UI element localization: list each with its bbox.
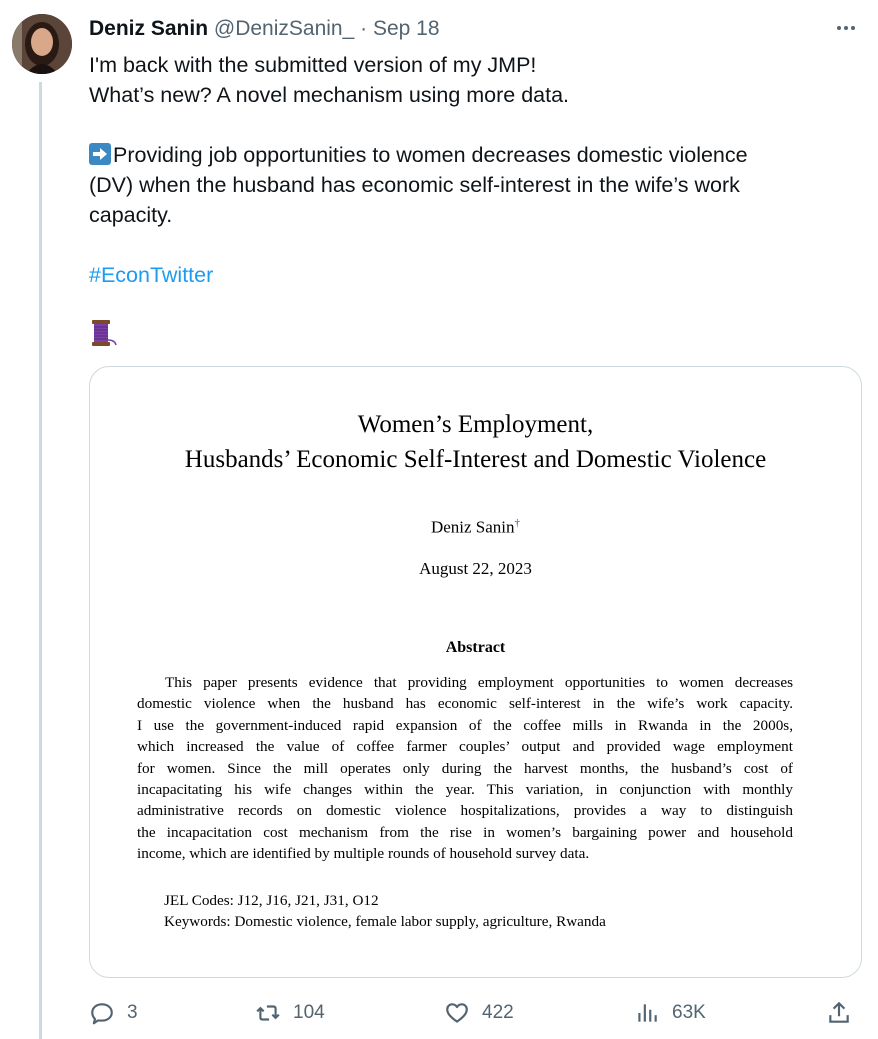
reply-button[interactable] [89,996,138,1030]
abstract-line: for women. Since the mill operates only during the harvest months, the husband’s cost of [137,759,793,777]
retweet-count: 104 [293,1002,325,1023]
abstract-line: domestic violence when the husband has economic self-interest in the wife’s work capacity. [137,695,793,713]
retweet-icon [255,1000,281,1026]
reply-icon [89,1000,115,1026]
paper-author-name: Deniz Sanin [430,517,515,537]
tweet-text [89,50,849,290]
avatar[interactable] [12,14,72,74]
abstract-line: income, which are identified by multiple rounds of household survey data. [137,845,590,863]
tweet-line: (DV) when the husband has economic self-interest in the wife’s work [89,173,740,197]
hashtag-link[interactable]: #EconTwitter [89,263,214,287]
share-icon [826,1000,852,1026]
heart-icon [444,1000,470,1026]
tweet-line [89,140,849,170]
views-count: 63K [672,1002,706,1023]
paper-title-line: Women’s Employment, [357,411,594,438]
tweet-line: I'm back with the submitted version of my JMP! [89,53,537,77]
right-arrow-emoji-icon [89,143,111,165]
tweet-date[interactable]: Sep 18 [372,17,440,40]
more-options-icon[interactable] [832,14,860,42]
author-footnote-mark: † [514,517,521,529]
abstract-line: incapacitating his wife changes within the year. This variation, in conjunction with monthly [137,781,793,799]
jel-codes: JEL Codes: J12, J16, J21, J31, O12 [164,892,379,909]
abstract-heading: Abstract [445,639,506,656]
abstract-line: the incapacitation cost mechanism from the rise in women’s bargaining power and household [137,823,793,841]
tweet-line: capacity. [89,203,173,227]
abstract-body [137,672,793,865]
like-button[interactable] [444,996,514,1030]
reply-count: 3 [127,1002,138,1023]
analytics-icon [634,1000,660,1026]
paper-author [90,517,861,538]
abstract-line: I use the government-induced rapid expansion of the coffee mills in Rwanda in the 2000s, [137,716,793,734]
share-button[interactable] [826,996,852,1030]
like-count: 422 [482,1002,514,1023]
author-handle[interactable]: @DenizSanin_ [213,17,355,40]
thread-line [39,82,42,1039]
paper-date: August 22, 2023 [419,559,532,578]
paper-title-line: Husbands’ Economic Self-Interest and Domestic Violence [184,446,767,473]
tweet-line: What’s new? A novel mechanism using more data. [89,83,570,107]
tweet-header [89,16,440,42]
author-name[interactable]: Deniz Sanin [89,17,209,40]
paper-image[interactable] [89,366,862,978]
abstract-line: which increased the value of coffee farmer couples’ output and provided wage employment [137,738,793,756]
header-separator: · [360,17,368,40]
tweet-actions [0,996,878,1030]
views-button[interactable] [634,996,706,1030]
keywords: Keywords: Domestic violence, female labor supply, agriculture, Rwanda [164,913,606,930]
retweet-button[interactable] [255,996,325,1030]
abstract-line: This paper presents evidence that providing employment opportunities to women decreases [165,674,793,691]
abstract-line: administrative records on domestic violence hospitalizations, provides a way to distinguish [137,802,793,820]
tweet-line-text: Providing job opportunities to women decreases domestic violence [113,143,748,167]
spool-of-thread-emoji-icon [89,318,119,353]
